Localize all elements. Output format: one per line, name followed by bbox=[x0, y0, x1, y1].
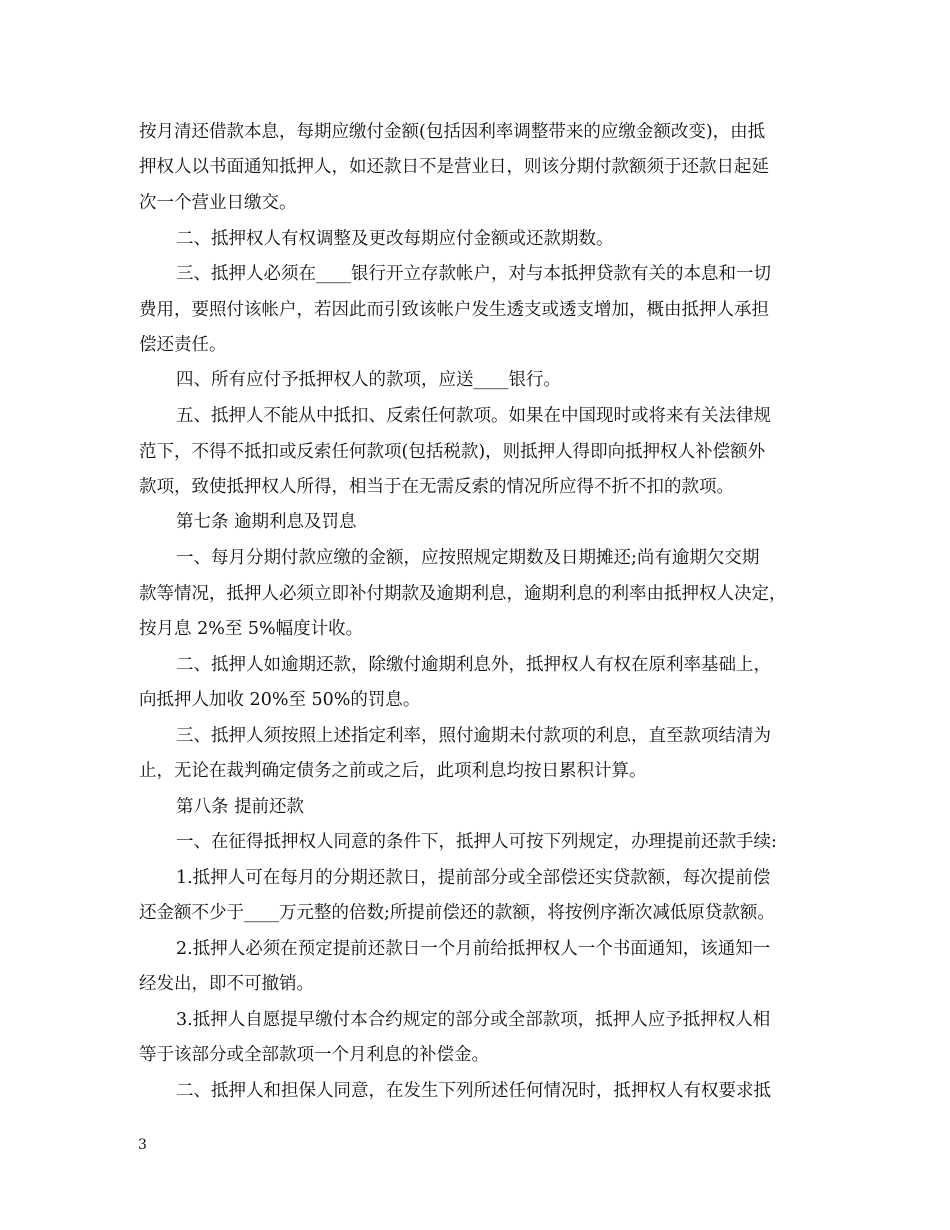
text-line: 二、抵押人如逾期还款，除缴付逾期利息外，抵押权人有权在原利率基础上， bbox=[176, 655, 771, 675]
text-line: 二、抵押权人有权调整及更改每期应付金额或还款期数。 bbox=[176, 229, 614, 249]
text-line: 1.抵押人可在每月的分期还款日，提前部分或全部偿还实贷款额，每次提前偿 bbox=[176, 868, 771, 888]
text-line: 押权人以书面通知抵押人，如还款日不是营业日，则该分期付款额须于还款日起延 bbox=[139, 157, 769, 177]
text-line: 按月息 2%至 5%幅度计收。 bbox=[139, 619, 364, 639]
text-line: 2.抵押人必须在预定提前还款日一个月前给抵押权人一个书面通知，该通知一 bbox=[176, 939, 771, 959]
text-line: 五、抵押人不能从中抵扣、反索任何款项。如果在中国现时或将来有关法律规 bbox=[176, 406, 771, 426]
page-number: 3 bbox=[138, 1137, 147, 1153]
text-line: 一、每月分期付款应缴的金额，应按照规定期数及日期摊还;尚有逾期欠交期 bbox=[176, 548, 760, 568]
text-line: 三、抵押人必须在____银行开立存款帐户，对与本抵押贷款有关的本息和一切 bbox=[176, 264, 771, 284]
text-line: 款等情况，抵押人必须立即补付期款及逾期利息，逾期利息的利率由抵押权人决定， bbox=[139, 584, 787, 604]
text-line: 止，无论在裁判确定债务之前或之后，此项利息均按日累积计算。 bbox=[139, 761, 647, 781]
text-line: 等于该部分或全部款项一个月利息的补偿金。 bbox=[139, 1045, 489, 1065]
text-line: 按月清还借款本息，每期应缴付金额(包括因利率调整带来的应缴金额改变)，由抵 bbox=[139, 122, 766, 142]
text-line: 向抵押人加收 20%至 50%的罚息。 bbox=[139, 690, 421, 710]
text-line: 偿还责任。 bbox=[139, 335, 227, 355]
text-line: 四、所有应付予抵押权人的款项，应送____银行。 bbox=[176, 370, 561, 390]
section-heading: 第七条 逾期利息及罚息 bbox=[176, 512, 357, 532]
text-line: 次一个营业日缴交。 bbox=[139, 193, 297, 213]
text-line: 还金额不少于____万元整的倍数;所提前偿还的款额，将按例序渐次减低原贷款额。 bbox=[139, 903, 775, 923]
text-line: 范下，不得不抵扣或反索任何款项(包括税款)，则抵押人得即向抵押权人补偿额外 bbox=[139, 442, 766, 462]
text-line: 一、在征得抵押权人同意的条件下，抵押人可按下列规定，办理提前还款手续: bbox=[176, 832, 777, 852]
section-heading: 第八条 提前还款 bbox=[176, 797, 305, 817]
text-line: 经发出，即不可撤销。 bbox=[139, 974, 314, 994]
text-line: 二、抵押人和担保人同意，在发生下列所述任何情况时，抵押权人有权要求抵 bbox=[176, 1081, 771, 1101]
text-line: 3.抵押人自愿提早缴付本合约规定的部分或全部款项，抵押人应予抵押权人相 bbox=[176, 1010, 771, 1030]
text-line: 费用，要照付该帐户，若因此而引致该帐户发生透支或透支增加，概由抵押人承担 bbox=[139, 300, 769, 320]
text-line: 款项，致使抵押权人所得，相当于在无需反索的情况所应得不折不扣的款项。 bbox=[139, 477, 734, 497]
text-line: 三、抵押人须按照上述指定利率，照付逾期未付款项的利息，直至款项结清为 bbox=[176, 726, 771, 746]
